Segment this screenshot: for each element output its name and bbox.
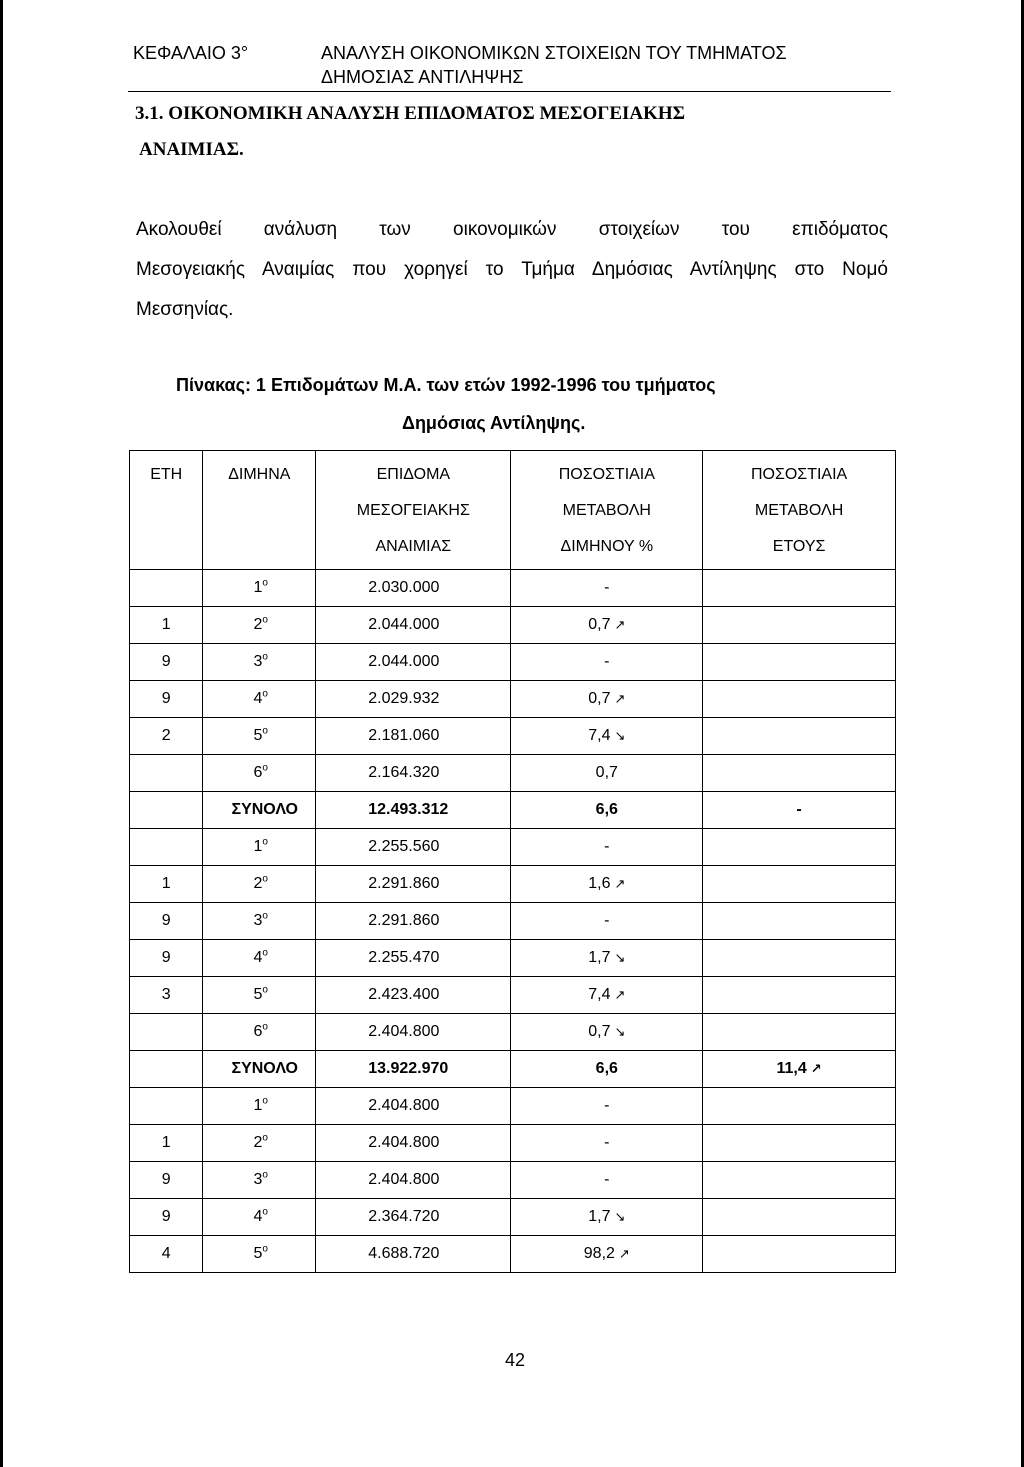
cell-year-change: [703, 866, 896, 903]
table-row: [130, 1014, 896, 1051]
arrow-up-icon: ↗: [614, 617, 626, 632]
header-semester-change: ΠΟΣΟΣΤΙΑΙΑ ΜΕΤΑΒΟΛΗ ΔΙΜΗΝΟΥ %: [511, 451, 703, 570]
cell-allowance: 2.181.060: [316, 718, 511, 755]
cell-allowance: 2.255.560: [316, 829, 511, 866]
cell-allowance: 2.291.860: [316, 866, 511, 903]
header-semester: ΔΙΜΗΝΑ: [203, 451, 316, 570]
arrow-down-icon: ↘: [614, 1209, 626, 1224]
cell-semester-change: 7,4 ↗: [511, 977, 703, 1014]
cell-semester: 2$^o$: [203, 1125, 316, 1162]
cell-year: 1: [130, 607, 203, 644]
table-row: [130, 1162, 896, 1199]
cell-year: 1: [130, 866, 203, 903]
cell-year-change: [703, 681, 896, 718]
table-row: [130, 940, 896, 977]
cell-allowance: 2.030.000: [316, 570, 511, 607]
cell-year-change: [703, 1088, 896, 1125]
arrow-down-icon: ↘: [614, 1024, 626, 1039]
cell-allowance: 2.044.000: [316, 644, 511, 681]
cell-year: [130, 1088, 203, 1125]
table-row: [130, 644, 896, 681]
cell-semester-change: 0,7: [511, 755, 703, 792]
cell-allowance: 2.044.000: [316, 607, 511, 644]
arrow-up-icon: ↗: [618, 1246, 630, 1261]
cell-allowance: 2.404.800: [316, 1162, 511, 1199]
cell-allowance: 4.688.720: [316, 1236, 511, 1273]
table-row: [130, 718, 896, 755]
cell-year-change: [703, 570, 896, 607]
cell-allowance: 2.404.800: [316, 1125, 511, 1162]
cell-year-change: [703, 1125, 896, 1162]
cell-semester: 2$^o$: [203, 607, 316, 644]
cell-year-change: [703, 903, 896, 940]
section-heading-line-2: ΑΝΑΙΜΙΑΣ.: [139, 139, 244, 160]
paragraph-line-2: Μεσογειακής Αναιμίας που χορηγεί το Τμήμα Δημόσιας Αντίληψης στο Νομό: [136, 259, 888, 280]
cell-semester: ΣΥΝΟΛΟ: [203, 792, 316, 829]
table-caption-line-2: Δημόσιας Αντίληψης.: [402, 413, 586, 433]
cell-year: [130, 1014, 203, 1051]
cell-semester: 3$^o$: [203, 644, 316, 681]
header-year-change: ΠΟΣΟΣΤΙΑΙΑ ΜΕΤΑΒΟΛΗ ΕΤΟΥΣ: [703, 451, 896, 570]
cell-semester-change: 0,7 ↘: [511, 1014, 703, 1051]
table-row: [130, 829, 896, 866]
paragraph-line-3: Μεσσηνίας.: [136, 299, 234, 320]
allowance-table: [129, 450, 896, 1273]
cell-allowance: 2.404.800: [316, 1014, 511, 1051]
table-row: [130, 977, 896, 1014]
cell-year-change: [703, 1236, 896, 1273]
cell-semester-change: -: [511, 829, 703, 866]
cell-year: 4: [130, 1236, 203, 1273]
cell-year-change: [703, 607, 896, 644]
paragraph-line-1: Ακολουθεί ανάλυση των οικονομικών στοιχείων του επιδόματος: [136, 219, 888, 240]
cell-allowance: 12.493.312: [316, 792, 511, 829]
cell-year: [130, 755, 203, 792]
table-row: [130, 1088, 896, 1125]
cell-semester: 4$^o$: [203, 681, 316, 718]
cell-semester: 6$^o$: [203, 1014, 316, 1051]
header-rule: [128, 91, 891, 92]
arrow-up-icon: ↗: [614, 987, 626, 1002]
cell-allowance: 2.423.400: [316, 977, 511, 1014]
cell-year-change: 11,4 ↗: [703, 1051, 896, 1088]
cell-year: 9: [130, 681, 203, 718]
cell-year-change: [703, 718, 896, 755]
cell-semester-change: -: [511, 903, 703, 940]
table-row: [130, 1199, 896, 1236]
page-number: 42: [504, 1350, 526, 1370]
cell-year-change: [703, 644, 896, 681]
cell-semester: 3$^o$: [203, 903, 316, 940]
cell-allowance: 2.164.320: [316, 755, 511, 792]
cell-allowance: 2.404.800: [316, 1088, 511, 1125]
table-header-row: [130, 451, 896, 570]
header-years: ΕΤΗ: [130, 451, 203, 570]
cell-allowance: 2.029.932: [316, 681, 511, 718]
cell-allowance: 2.291.860: [316, 903, 511, 940]
cell-year-change: [703, 977, 896, 1014]
arrow-up-icon: ↗: [614, 876, 626, 891]
cell-semester: 2$^o$: [203, 866, 316, 903]
cell-semester: 3$^o$: [203, 1162, 316, 1199]
cell-semester: ΣΥΝΟΛΟ: [203, 1051, 316, 1088]
cell-semester: 4$^o$: [203, 1199, 316, 1236]
cell-year-change: -: [703, 792, 896, 829]
cell-semester-change: 0,7 ↗: [511, 681, 703, 718]
cell-semester: 5$^o$: [203, 1236, 316, 1273]
cell-semester-change: -: [511, 1125, 703, 1162]
cell-semester-change: -: [511, 1162, 703, 1199]
cell-year: 1: [130, 1125, 203, 1162]
section-heading-line-1: 3.1. ΟΙΚΟΝΟΜΙΚΗ ΑΝΑΛΥΣΗ ΕΠΙΔΟΜΑΤΟΣ ΜΕΣΟΓΕΙΑΚΗΣ: [135, 103, 686, 124]
cell-semester-change: 6,6: [511, 1051, 703, 1088]
cell-year: [130, 570, 203, 607]
cell-allowance: 13.922.970: [316, 1051, 511, 1088]
table-row: [130, 866, 896, 903]
table-row: [130, 903, 896, 940]
arrow-up-icon: ↗: [810, 1061, 822, 1076]
cell-semester: 5$^o$: [203, 977, 316, 1014]
cell-semester: 5$^o$: [203, 718, 316, 755]
cell-semester-change: 98,2 ↗: [511, 1236, 703, 1273]
cell-semester-change: 0,7 ↗: [511, 607, 703, 644]
cell-year-change: [703, 1014, 896, 1051]
arrow-down-icon: ↘: [614, 728, 626, 743]
cell-year-change: [703, 1162, 896, 1199]
table-row: [130, 1236, 896, 1273]
cell-year: 3: [130, 977, 203, 1014]
chapter-title-line-1: ΑΝΑΛΥΣΗ ΟΙΚΟΝΟΜΙΚΩΝ ΣΤΟΙΧΕΙΩΝ ΤΟΥ ΤΜΗΜΑΤΟΣ: [321, 43, 787, 63]
table-caption-line-1: Πίνακας: 1 Επιδομάτων Μ.Α. των ετών 1992-1996 του τμήματος: [176, 375, 716, 395]
arrow-up-icon: ↗: [614, 691, 626, 706]
cell-semester-change: -: [511, 1088, 703, 1125]
table-row: [130, 755, 896, 792]
chapter-label: ΚΕΦΑΛΑΙΟ 3°: [133, 43, 249, 63]
cell-year: 9: [130, 940, 203, 977]
cell-allowance: 2.364.720: [316, 1199, 511, 1236]
cell-semester-change: -: [511, 570, 703, 607]
cell-allowance: 2.255.470: [316, 940, 511, 977]
cell-year-change: [703, 755, 896, 792]
cell-semester-change: 1,7 ↘: [511, 940, 703, 977]
cell-year-change: [703, 829, 896, 866]
cell-year: 9: [130, 903, 203, 940]
cell-year: 9: [130, 1162, 203, 1199]
cell-semester-change: 6,6: [511, 792, 703, 829]
cell-year: 2: [130, 718, 203, 755]
header-allowance: ΕΠΙΔΟΜΑ ΜΕΣΟΓΕΙΑΚΗΣ ΑΝΑΙΜΙΑΣ: [316, 451, 511, 570]
cell-semester: 1$^o$: [203, 1088, 316, 1125]
table-row: [130, 607, 896, 644]
cell-year: 9: [130, 1199, 203, 1236]
cell-year-change: [703, 940, 896, 977]
table-row: [130, 681, 896, 718]
cell-year: 9: [130, 644, 203, 681]
cell-year: [130, 1051, 203, 1088]
table-row: [130, 1125, 896, 1162]
cell-semester-change: 1,7 ↘: [511, 1199, 703, 1236]
cell-semester-change: 7,4 ↘: [511, 718, 703, 755]
table-total-row: [130, 792, 896, 829]
cell-semester: 4$^o$: [203, 940, 316, 977]
cell-year: [130, 792, 203, 829]
cell-semester: 1$^o$: [203, 829, 316, 866]
arrow-down-icon: ↘: [614, 950, 626, 965]
table-row: [130, 570, 896, 607]
cell-year-change: [703, 1199, 896, 1236]
cell-year: [130, 829, 203, 866]
cell-semester-change: 1,6 ↗: [511, 866, 703, 903]
cell-semester-change: -: [511, 644, 703, 681]
chapter-title-line-2: ΔΗΜΟΣΙΑΣ ΑΝΤΙΛΗΨΗΣ: [321, 67, 524, 87]
cell-semester: 6$^o$: [203, 755, 316, 792]
cell-semester: 1$^o$: [203, 570, 316, 607]
table-total-row: [130, 1051, 896, 1088]
